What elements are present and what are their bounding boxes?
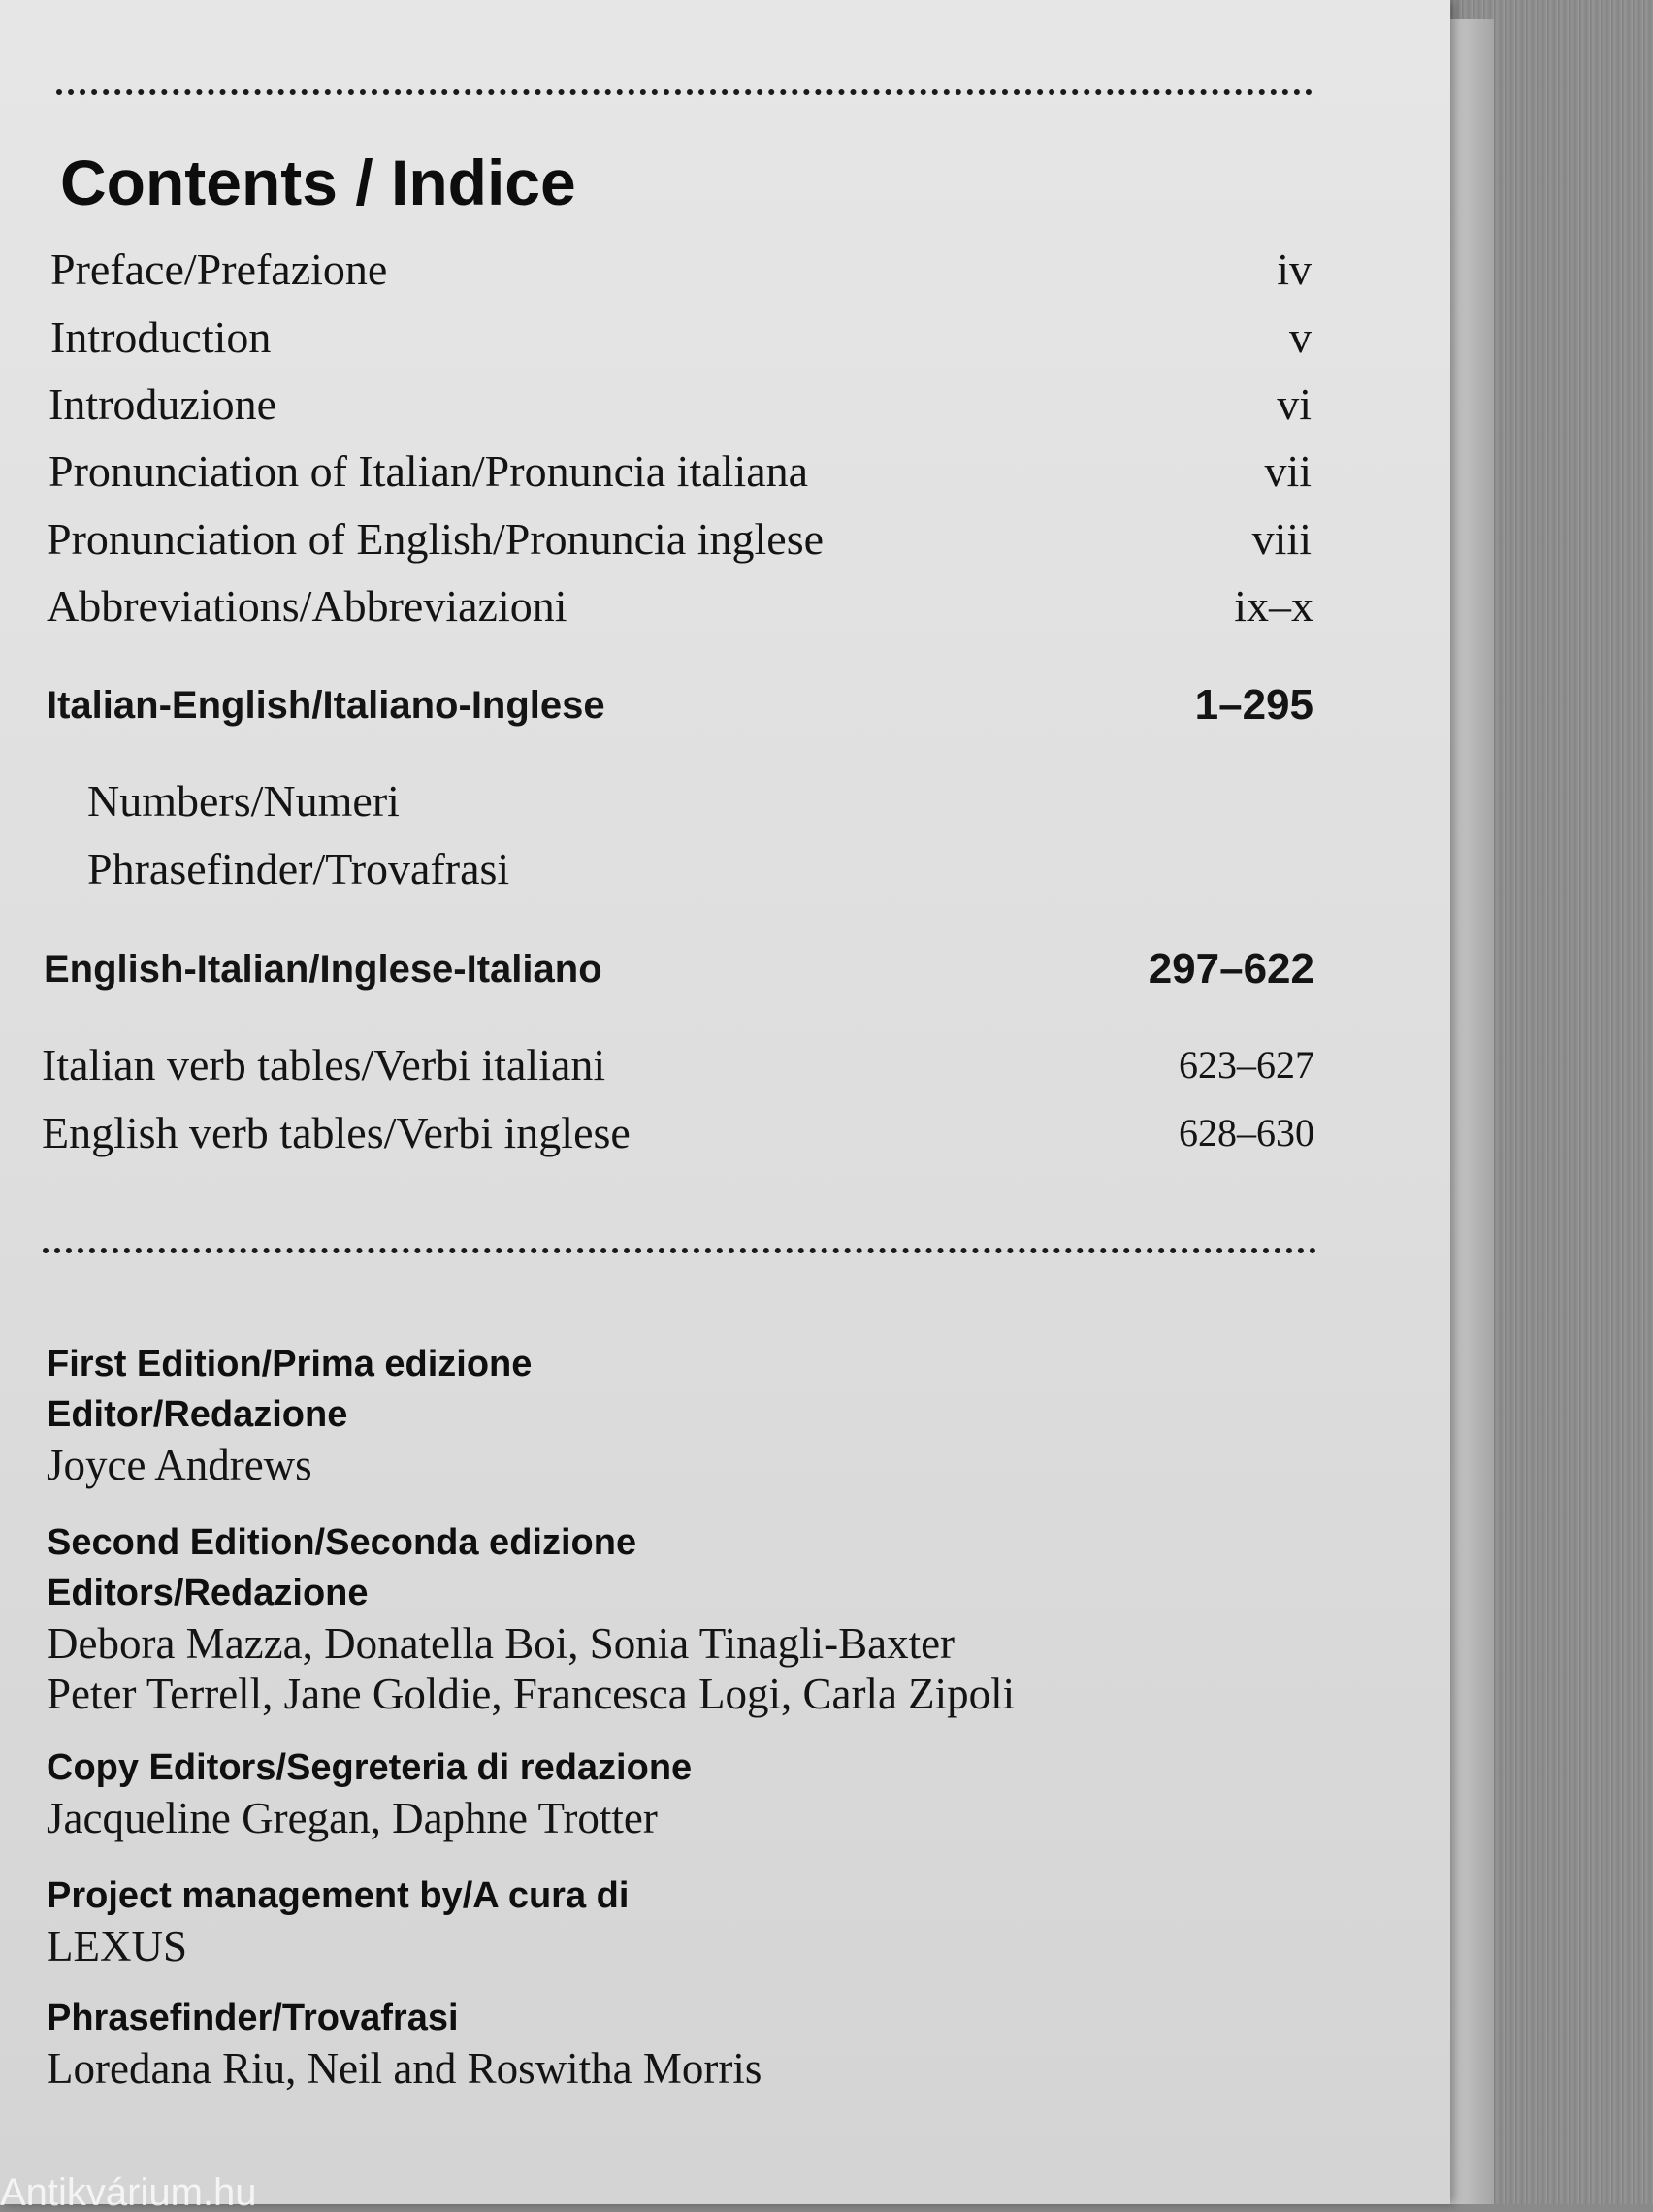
credit-copy-editors xyxy=(47,1742,1385,1843)
toc-entry-abbreviations xyxy=(47,582,1313,631)
credit-phrasefinder xyxy=(47,1993,1385,2094)
toc-entry-preface xyxy=(50,245,1312,294)
toc-entry-english-verbs xyxy=(42,1109,1314,1157)
credit-names: Joyce Andrews xyxy=(47,1441,312,1489)
toc-entry-label: English verb tables/Verbi inglese xyxy=(42,1108,631,1157)
contents-title: Contents / Indice xyxy=(60,146,576,218)
credit-names: Loredana Riu, Neil and Roswitha Morris xyxy=(47,2044,762,2093)
toc-entry-italian-verbs xyxy=(42,1041,1314,1090)
toc-subentry-numbers xyxy=(87,777,1251,826)
toc-subentry-phrasefinder xyxy=(87,845,1251,894)
credit-title: Second Edition/Seconda edizione xyxy=(47,1522,637,1563)
toc-entry-pages: v xyxy=(1289,312,1312,362)
toc-section-italian-english xyxy=(47,681,1313,730)
credit-first-edition xyxy=(47,1339,1385,1490)
toc-entry-pronunciation-english xyxy=(47,515,1312,564)
credit-names: Peter Terrell, Jane Goldie, Francesca Logi, Carla Zipoli xyxy=(47,1670,1016,1718)
toc-entry-label: Italian verb tables/Verbi italiani xyxy=(42,1040,606,1090)
credit-role: Editors/Redazione xyxy=(47,1573,369,1613)
watermark: Antikvárium.hu xyxy=(0,2173,257,2212)
toc-entry-label: Numbers/Numeri xyxy=(87,776,400,826)
toc-entry-pages: iv xyxy=(1277,244,1312,294)
toc-entry-pages: viii xyxy=(1251,514,1312,564)
toc-entry-label: Phrasefinder/Trovafrasi xyxy=(87,844,510,894)
toc-entry-introduction xyxy=(50,313,1312,362)
toc-entry-pages: 297–622 xyxy=(1148,945,1314,992)
toc-entry-pages: ix–x xyxy=(1234,581,1313,631)
toc-entry-pages: vii xyxy=(1264,446,1312,496)
toc-entry-label: Abbreviations/Abbreviazioni xyxy=(47,581,567,631)
credit-names: Debora Mazza, Donatella Boi, Sonia Tinagli-Baxter xyxy=(47,1619,956,1668)
toc-entry-label: Preface/Prefazione xyxy=(50,244,388,294)
credit-project-management xyxy=(47,1870,1385,1971)
toc-entry-label: Italian-English/Italiano-Inglese xyxy=(47,684,605,727)
credit-title: Copy Editors/Segreteria di redazione xyxy=(47,1747,693,1788)
toc-entry-label: Introduzione xyxy=(49,379,277,429)
toc-entry-pages: 1–295 xyxy=(1194,681,1313,729)
toc-entry-pages: 628–630 xyxy=(1179,1111,1314,1155)
credit-names: Jacqueline Gregan, Daphne Trotter xyxy=(47,1794,658,1842)
credit-names: LEXUS xyxy=(47,1922,187,1970)
dotted-rule-middle xyxy=(43,1248,1316,1253)
credit-title: Phrasefinder/Trovafrasi xyxy=(47,1998,459,2038)
toc-entry-pages: 623–627 xyxy=(1179,1043,1314,1087)
toc-entry-label: Pronunciation of English/Pronuncia inglese xyxy=(47,514,825,564)
credit-title: Project management by/A cura di xyxy=(47,1875,630,1916)
credit-role: Editor/Redazione xyxy=(47,1394,348,1435)
toc-entry-label: Introduction xyxy=(50,312,272,362)
toc-entry-pages: vi xyxy=(1277,379,1312,429)
toc-entry-pronunciation-italian xyxy=(49,447,1312,496)
credit-title: First Edition/Prima edizione xyxy=(47,1344,533,1384)
toc-entry-label: Pronunciation of Italian/Pronuncia italiana xyxy=(49,446,809,496)
toc-entry-introduzione xyxy=(49,380,1312,429)
dotted-rule-top xyxy=(56,89,1313,95)
toc-section-english-italian xyxy=(44,945,1314,993)
toc-entry-label: English-Italian/Inglese-Italiano xyxy=(44,948,602,991)
credit-second-edition xyxy=(47,1517,1385,1719)
